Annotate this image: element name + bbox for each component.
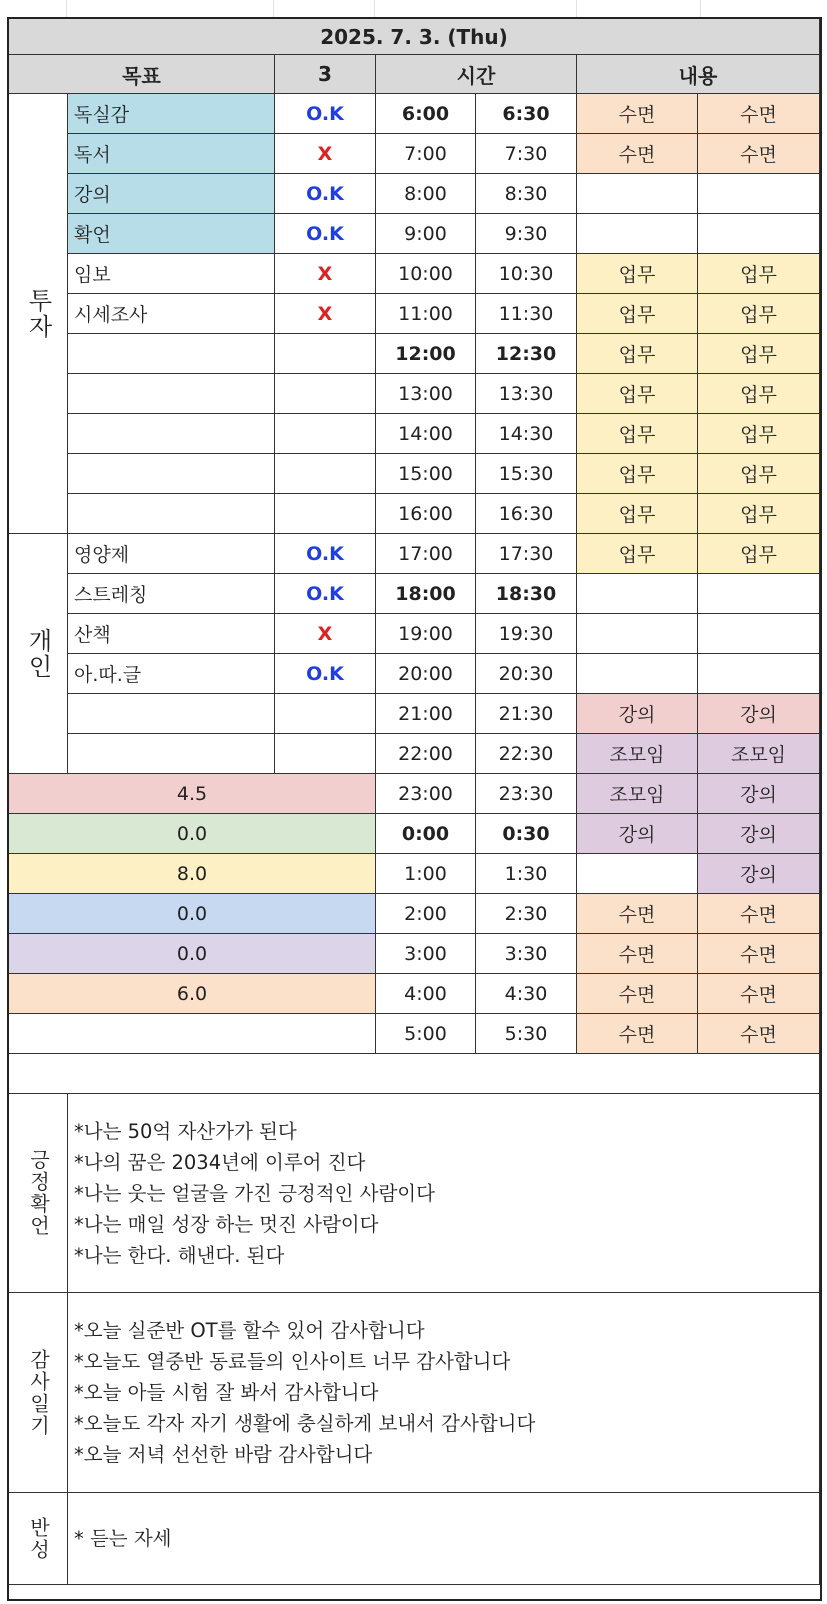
total-cell xyxy=(9,1014,376,1054)
goal-status[interactable]: X xyxy=(275,614,376,654)
time-start: 18:00 xyxy=(376,574,476,614)
activity-second-half[interactable]: 조모임 xyxy=(698,734,820,774)
activity-first-half[interactable] xyxy=(577,614,698,654)
section-0-content[interactable] xyxy=(68,1094,820,1293)
time-half: 11:30 xyxy=(476,294,577,334)
time-half: 9:30 xyxy=(476,214,577,254)
activity-second-half[interactable]: 수면 xyxy=(698,894,820,934)
activity-first-half[interactable] xyxy=(577,574,698,614)
goal-status[interactable]: O.K xyxy=(275,534,376,574)
time-start: 5:00 xyxy=(376,1014,476,1054)
goal-status[interactable]: O.K xyxy=(275,94,376,134)
section-0-label-cell-label: 긍정확언 xyxy=(26,1149,51,1237)
time-half: 22:30 xyxy=(476,734,577,774)
section-line: *나는 매일 성장 하는 멋진 사람이다 xyxy=(74,1212,379,1236)
goal-cell[interactable] xyxy=(68,494,275,534)
activity-second-half[interactable]: 강의 xyxy=(698,854,820,894)
activity-second-half[interactable]: 수면 xyxy=(698,974,820,1014)
time-start: 16:00 xyxy=(376,494,476,534)
time-half: 1:30 xyxy=(476,854,577,894)
time-half: 5:30 xyxy=(476,1014,577,1054)
time-start: 14:00 xyxy=(376,414,476,454)
goal-cell[interactable]: 확언 xyxy=(68,214,275,254)
activity-second-half[interactable] xyxy=(698,574,820,614)
date-title: 2025. 7. 3. (Thu) xyxy=(9,19,820,55)
section-0-label-cell xyxy=(9,1094,68,1293)
time-start: 15:00 xyxy=(376,454,476,494)
activity-second-half[interactable]: 수면 xyxy=(698,94,820,134)
activity-first-half[interactable]: 업무 xyxy=(577,534,698,574)
category-personal-label: 개인 xyxy=(24,627,52,680)
activity-second-half[interactable] xyxy=(698,614,820,654)
goal-cell[interactable]: 임보 xyxy=(68,254,275,294)
goal-status[interactable]: X xyxy=(275,294,376,334)
section-line: * 듣는 자세 xyxy=(74,1527,172,1550)
section-2-label-cell xyxy=(9,1493,68,1585)
goal-cell[interactable]: 시세조사 xyxy=(68,294,275,334)
activity-second-half[interactable]: 강의 xyxy=(698,814,820,854)
time-half: 7:30 xyxy=(476,134,577,174)
time-half: 19:30 xyxy=(476,614,577,654)
section-line: *나의 꿈은 2034년에 이루어 진다 xyxy=(74,1150,366,1174)
goal-cell[interactable] xyxy=(68,414,275,454)
activity-second-half[interactable] xyxy=(698,214,820,254)
goal-status[interactable] xyxy=(275,374,376,414)
section-1-label-cell xyxy=(9,1293,68,1493)
activity-second-half[interactable]: 강의 xyxy=(698,774,820,814)
goal-cell[interactable] xyxy=(68,454,275,494)
total-cell: 6.0 xyxy=(9,974,376,1014)
activity-second-half[interactable]: 업무 xyxy=(698,494,820,534)
activity-second-half[interactable]: 강의 xyxy=(698,694,820,734)
header-goal: 목표 xyxy=(9,55,275,94)
time-start: 13:00 xyxy=(376,374,476,414)
goal-status[interactable] xyxy=(275,734,376,774)
activity-first-half[interactable]: 강의 xyxy=(577,694,698,734)
activity-second-half[interactable]: 업무 xyxy=(698,254,820,294)
section-line: *나는 한다. 해낸다. 된다 xyxy=(74,1243,285,1267)
activity-first-half[interactable]: 업무 xyxy=(577,294,698,334)
sheet-gridline xyxy=(273,0,274,17)
time-start: 6:00 xyxy=(376,94,476,134)
daily-planner-sheet xyxy=(7,17,822,1601)
time-start: 9:00 xyxy=(376,214,476,254)
section-line: *나는 웃는 얼굴을 가진 긍정적인 사람이다 xyxy=(74,1181,435,1205)
goal-status[interactable] xyxy=(275,454,376,494)
time-half: 4:30 xyxy=(476,974,577,1014)
activity-first-half[interactable]: 수면 xyxy=(577,934,698,974)
time-half: 16:30 xyxy=(476,494,577,534)
total-cell: 0.0 xyxy=(9,934,376,974)
activity-first-half[interactable]: 강의 xyxy=(577,814,698,854)
activity-first-half[interactable]: 수면 xyxy=(577,894,698,934)
time-start: 7:00 xyxy=(376,134,476,174)
time-half: 21:30 xyxy=(476,694,577,734)
section-1-content[interactable] xyxy=(68,1293,820,1493)
section-lines xyxy=(74,1523,172,1554)
sheet-gridline xyxy=(576,0,577,17)
category-invest-label: 투자 xyxy=(24,287,52,340)
time-start: 1:00 xyxy=(376,854,476,894)
header-time: 시간 xyxy=(376,55,577,94)
activity-second-half[interactable]: 수면 xyxy=(698,934,820,974)
activity-second-half[interactable]: 업무 xyxy=(698,534,820,574)
goal-status[interactable] xyxy=(275,694,376,734)
time-start: 11:00 xyxy=(376,294,476,334)
header-content: 내용 xyxy=(577,55,820,94)
time-half: 8:30 xyxy=(476,174,577,214)
section-line: *오늘 저녁 선선한 바람 감사합니다 xyxy=(74,1443,373,1466)
time-half: 13:30 xyxy=(476,374,577,414)
goal-status[interactable] xyxy=(275,414,376,454)
total-cell: 8.0 xyxy=(9,854,376,894)
activity-second-half[interactable]: 업무 xyxy=(698,414,820,454)
goal-cell[interactable] xyxy=(68,374,275,414)
time-half: 14:30 xyxy=(476,414,577,454)
goal-cell[interactable]: 아.따.글 xyxy=(68,654,275,694)
time-start: 19:00 xyxy=(376,614,476,654)
goal-cell[interactable]: 강의 xyxy=(68,174,275,214)
time-half: 2:30 xyxy=(476,894,577,934)
activity-first-half[interactable]: 수면 xyxy=(577,1014,698,1054)
time-start: 8:00 xyxy=(376,174,476,214)
section-lines xyxy=(74,1116,435,1271)
goal-cell[interactable]: 산책 xyxy=(68,614,275,654)
activity-first-half[interactable]: 수면 xyxy=(577,94,698,134)
goal-status[interactable]: O.K xyxy=(275,174,376,214)
goal-status[interactable]: O.K xyxy=(275,574,376,614)
time-start: 20:00 xyxy=(376,654,476,694)
time-start: 0:00 xyxy=(376,814,476,854)
goal-status[interactable] xyxy=(275,334,376,374)
section-1-label-cell-label: 감사일기 xyxy=(26,1348,51,1437)
activity-first-half[interactable] xyxy=(577,854,698,894)
activity-first-half[interactable]: 업무 xyxy=(577,494,698,534)
time-half: 12:30 xyxy=(476,334,577,374)
goal-cell[interactable] xyxy=(68,334,275,374)
activity-first-half[interactable]: 조모임 xyxy=(577,734,698,774)
goal-status[interactable]: X xyxy=(275,254,376,294)
activity-first-half[interactable]: 수면 xyxy=(577,974,698,1014)
activity-second-half[interactable]: 수면 xyxy=(698,134,820,174)
section-line: *오늘도 각자 자기 생활에 충실하게 보내서 감사합니다 xyxy=(74,1412,536,1435)
time-half: 6:30 xyxy=(476,94,577,134)
time-start: 3:00 xyxy=(376,934,476,974)
section-2-content[interactable] xyxy=(68,1493,820,1585)
section-line: *오늘도 열중반 동료들의 인사이트 너무 감사합니다 xyxy=(74,1350,511,1373)
time-half: 23:30 xyxy=(476,774,577,814)
goal-cell[interactable]: 스트레칭 xyxy=(68,574,275,614)
activity-first-half[interactable]: 업무 xyxy=(577,454,698,494)
activity-second-half[interactable]: 업무 xyxy=(698,294,820,334)
activity-second-half[interactable]: 업무 xyxy=(698,334,820,374)
time-half: 10:30 xyxy=(476,254,577,294)
time-start: 2:00 xyxy=(376,894,476,934)
time-half: 18:30 xyxy=(476,574,577,614)
goal-cell[interactable]: 독서 xyxy=(68,134,275,174)
activity-first-half[interactable]: 조모임 xyxy=(577,774,698,814)
goal-cell[interactable] xyxy=(68,734,275,774)
total-cell: 0.0 xyxy=(9,894,376,934)
header-check: 3 xyxy=(275,55,376,94)
activity-second-half[interactable] xyxy=(698,654,820,694)
time-half: 0:30 xyxy=(476,814,577,854)
time-start: 10:00 xyxy=(376,254,476,294)
time-start: 4:00 xyxy=(376,974,476,1014)
section-line: *나는 50억 자산가가 된다 xyxy=(74,1119,297,1143)
goal-status[interactable] xyxy=(275,494,376,534)
time-start: 21:00 xyxy=(376,694,476,734)
activity-first-half[interactable]: 업무 xyxy=(577,254,698,294)
time-start: 23:00 xyxy=(376,774,476,814)
category-invest xyxy=(9,94,68,534)
time-start: 17:00 xyxy=(376,534,476,574)
activity-first-half[interactable]: 수면 xyxy=(577,134,698,174)
time-half: 15:30 xyxy=(476,454,577,494)
goal-status[interactable]: O.K xyxy=(275,654,376,694)
goal-cell[interactable] xyxy=(68,694,275,734)
activity-second-half[interactable]: 수면 xyxy=(698,1014,820,1054)
activity-first-half[interactable] xyxy=(577,174,698,214)
goal-cell[interactable]: 영양제 xyxy=(68,534,275,574)
activity-first-half[interactable] xyxy=(577,214,698,254)
activity-first-half[interactable]: 업무 xyxy=(577,374,698,414)
activity-first-half[interactable]: 업무 xyxy=(577,334,698,374)
time-half: 20:30 xyxy=(476,654,577,694)
activity-second-half[interactable] xyxy=(698,174,820,214)
category-personal xyxy=(9,534,68,774)
section-line: *오늘 실준반 OT를 할수 있어 감사합니다 xyxy=(74,1319,425,1342)
time-start: 22:00 xyxy=(376,734,476,774)
sheet-gridline xyxy=(66,0,67,17)
time-half: 17:30 xyxy=(476,534,577,574)
total-cell: 4.5 xyxy=(9,774,376,814)
goal-cell[interactable]: 독실감 xyxy=(68,94,275,134)
sheet-gridline xyxy=(374,0,375,17)
sheet-gridline xyxy=(700,0,701,17)
activity-second-half[interactable]: 업무 xyxy=(698,374,820,414)
spacer-row xyxy=(9,1054,820,1094)
section-lines xyxy=(74,1315,535,1470)
goal-status[interactable]: O.K xyxy=(275,214,376,254)
activity-first-half[interactable]: 업무 xyxy=(577,414,698,454)
total-cell: 0.0 xyxy=(9,814,376,854)
time-start: 12:00 xyxy=(376,334,476,374)
goal-status[interactable]: X xyxy=(275,134,376,174)
section-line: *오늘 아들 시험 잘 봐서 감사합니다 xyxy=(74,1381,379,1404)
activity-second-half[interactable]: 업무 xyxy=(698,454,820,494)
time-half: 3:30 xyxy=(476,934,577,974)
activity-first-half[interactable] xyxy=(577,654,698,694)
section-2-label-cell-label: 반성 xyxy=(26,1516,51,1561)
